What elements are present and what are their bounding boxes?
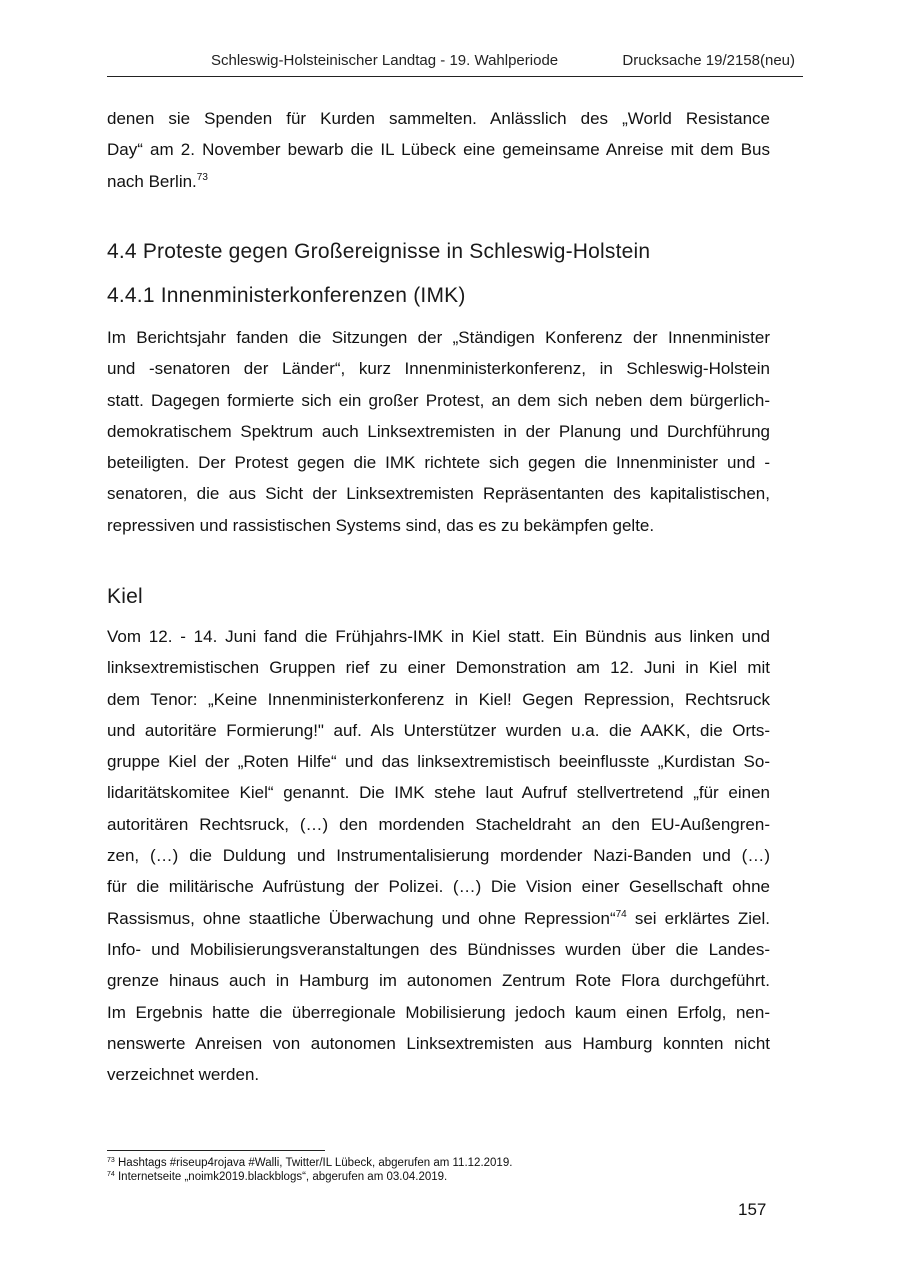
header-rule (107, 76, 803, 77)
footnote-74 (107, 1171, 447, 1183)
line-text: linksextremistischen Gruppen rief zu einer Demonstration am 12. Juni in Kiel mit (107, 658, 770, 678)
footnote-reference: 74 (615, 908, 627, 920)
paragraph-kiel (107, 621, 770, 1090)
line-text: für die militärische Aufrüstung der Polizei. (…) Die Vision einer Gesellschaft ohne (107, 877, 770, 897)
text-line (107, 1059, 770, 1090)
line-text: Rassismus, ohne staatliche Überwachung und ohne Repression“ (107, 908, 616, 928)
text-line (107, 715, 770, 746)
line-text: Info- und Mobilisierungsveranstaltungen des Bündnisses wurden über die Landes- (107, 939, 770, 959)
text-line (107, 934, 770, 965)
line-text: denen sie Spenden für Kurden sammelten. Anlässlich des „World Resistance (107, 109, 770, 128)
text-line (107, 621, 770, 652)
footnote-text: Hashtags #riseup4rojava #Walli, Twitter/IL Lübeck, abgerufen am 11.12.2019. (114, 1157, 513, 1169)
text-line (107, 997, 770, 1028)
line-text: Im Berichtsjahr fanden die Sitzungen der „Ständigen Konferenz der Innenminister (107, 328, 770, 347)
line-text: und autoritäre Formierung!" auf. Als Unterstützer wurden u.a. die AAKK, die Orts- (107, 720, 770, 740)
line-text: verzeichnet werden. (107, 1065, 260, 1085)
footnote-73 (107, 1157, 512, 1169)
line-text: sei erklärtes Ziel. (626, 908, 770, 928)
line-text: Im Ergebnis hatte die überregionale Mobilisierung jedoch kaum einen Erfolg, nen- (107, 1002, 770, 1022)
line-text: statt. Dagegen formierte sich ein großer Protest, an dem sich neben dem bürgerlich- (107, 390, 770, 410)
text-line (107, 416, 770, 447)
page-number: 157 (738, 1200, 767, 1219)
line-text: senatoren, die aus Sicht der Linksextremisten Repräsentanten des kapitalistischen, (107, 484, 770, 504)
text-line (107, 746, 770, 777)
line-text: repressiven und rassistischen Systems sind, das es zu bekämpfen gelte. (107, 515, 655, 535)
paragraph-intro (107, 103, 770, 197)
paragraph-imk (107, 322, 770, 541)
text-line (107, 103, 770, 134)
text-line (107, 840, 770, 871)
line-text: zen, (…) die Duldung und Instrumentalisierung mordender Nazi-Banden und (…) (107, 846, 770, 866)
line-text: nach Berlin. (107, 171, 197, 191)
line-text: dem Tenor: „Keine Innenministerkonferenz in Kiel! Gegen Repression, Rechtsruck (107, 689, 770, 709)
line-text: und -senatoren der Länder“, kurz Innenministerkonferenz, in Schleswig-Holstein (107, 359, 770, 379)
line-text: beteiligten. Der Protest gegen die IMK richtete sich gegen die Innenminister und - (107, 453, 770, 473)
footnote-rule (107, 1150, 325, 1151)
text-line (107, 385, 770, 416)
footnote-text: Internetseite „noimk2019.blackblogs“, abgerufen am 03.04.2019. (114, 1171, 448, 1183)
section-heading-4-4: 4.4 Proteste gegen Großereignisse in Schleswig-Holstein (107, 240, 651, 263)
line-text: grenze hinaus auch in Hamburg im autonomen Zentrum Rote Flora durchgeführt. (107, 971, 770, 991)
header-document-number: Drucksache 19/2158(neu) (622, 52, 795, 69)
text-line (107, 478, 770, 509)
text-line (107, 1028, 770, 1059)
footnote-reference: 73 (196, 171, 208, 183)
text-line (107, 166, 770, 197)
line-text: autoritären Rechtsruck, (…) den mordenden Stacheldraht an den EU-Außengren- (107, 814, 770, 834)
text-line (107, 684, 770, 715)
text-line (107, 652, 770, 683)
text-line (107, 809, 770, 840)
text-line (107, 903, 770, 934)
text-line (107, 510, 770, 541)
text-line (107, 447, 770, 478)
line-text: Day“ am 2. November bewarb die IL Lübeck eine gemeinsame Anreise mit dem Bus (107, 140, 770, 160)
text-line (107, 134, 770, 165)
text-line (107, 871, 770, 902)
line-text: nenswerte Anreisen von autonomen Linksextremisten aus Hamburg konnten nicht (107, 1033, 770, 1053)
text-line (107, 353, 770, 384)
text-line (107, 322, 770, 353)
text-line (107, 965, 770, 996)
section-heading-4-4-1: 4.4.1 Innenministerkonferenzen (IMK) (107, 284, 466, 307)
header-title: Schleswig-Holsteinischer Landtag - 19. Wahlperiode (211, 52, 559, 69)
footnote-number: 73 (107, 1157, 115, 1164)
line-text: demokratischem Spektrum auch Linksextremisten in der Planung und Durchführung (107, 421, 770, 441)
section-heading-kiel: Kiel (107, 585, 143, 608)
line-text: gruppe Kiel der „Roten Hilfe“ und das linksextremistisch beeinflusste „Kurdistan So- (107, 752, 770, 772)
line-text: Vom 12. - 14. Juni fand die Frühjahrs-IMK in Kiel statt. Ein Bündnis aus linken und (107, 627, 770, 646)
line-text: lidaritätskomitee Kiel“ genannt. Die IMK stehe laut Aufruf stellvertretend „für einen (107, 783, 770, 803)
text-line (107, 777, 770, 808)
footnote-number: 74 (107, 1171, 115, 1178)
